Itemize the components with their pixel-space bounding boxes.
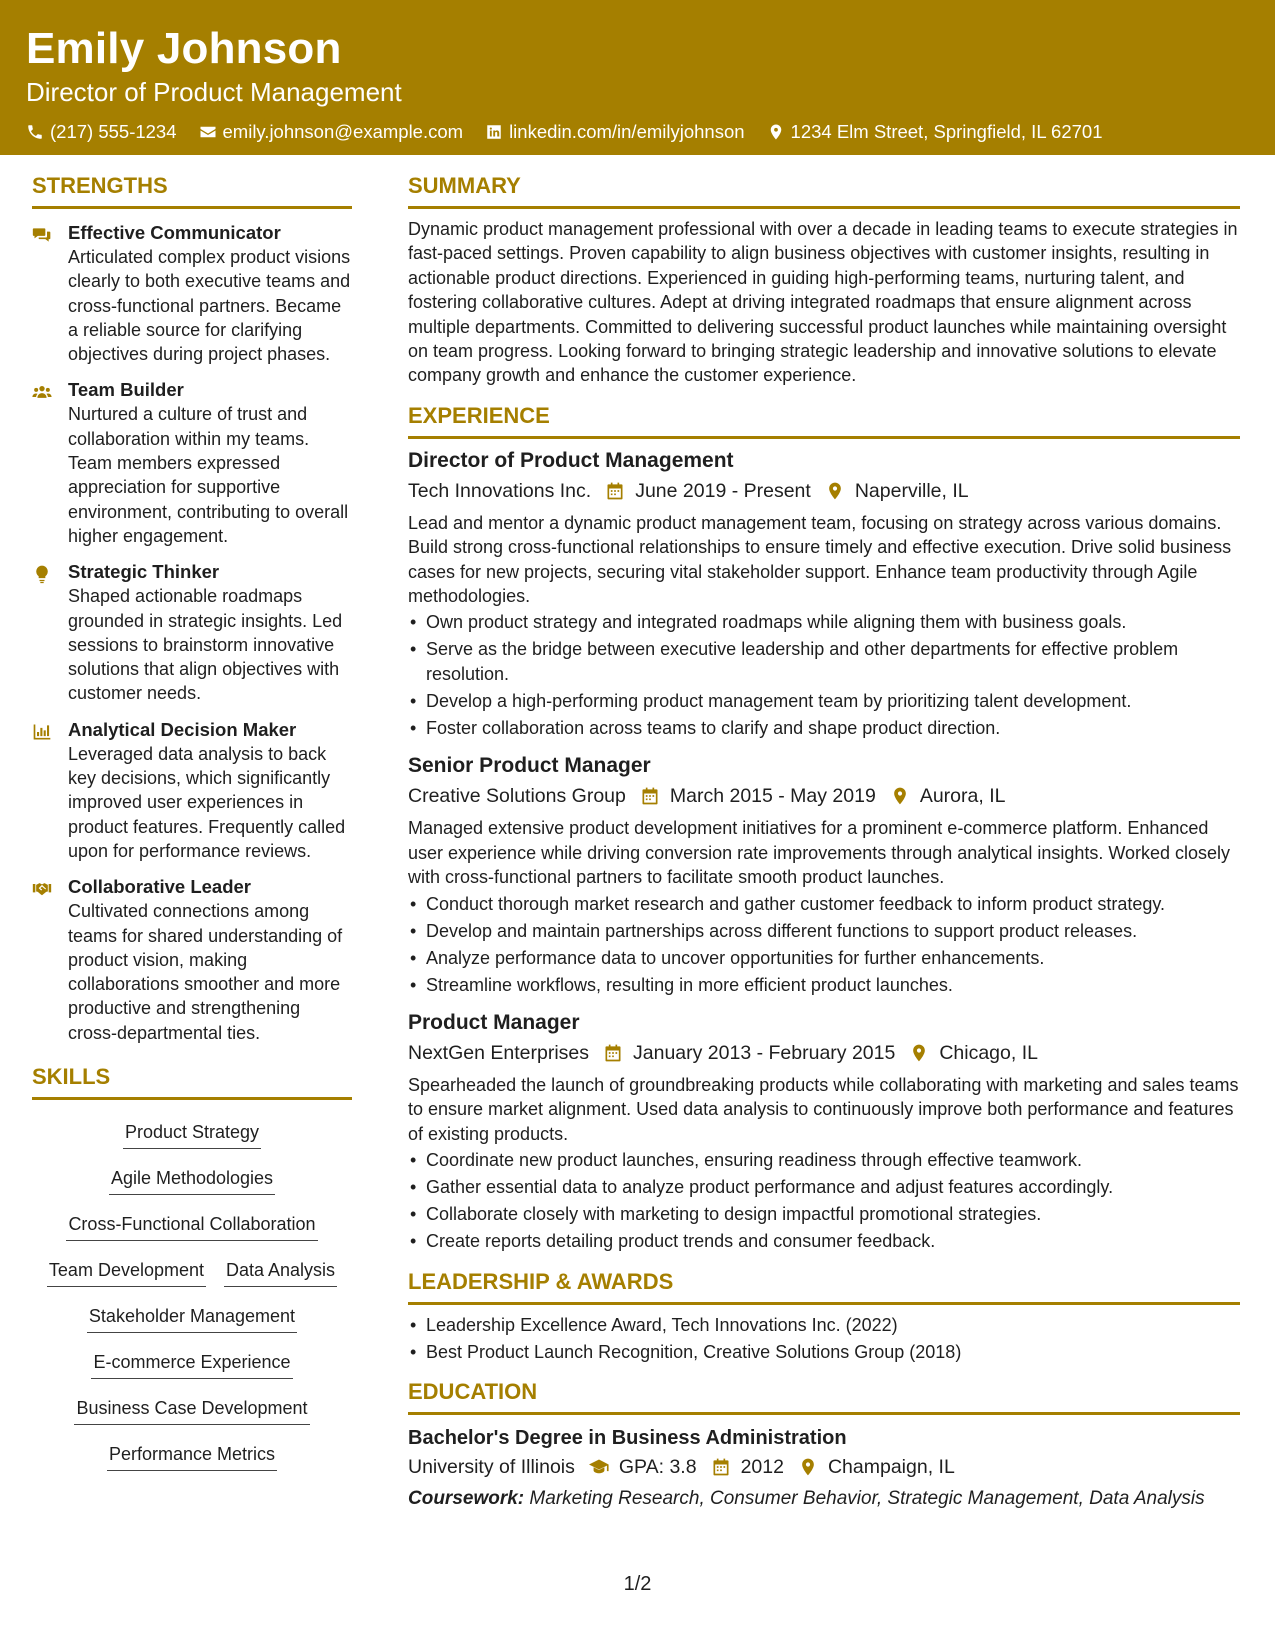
job-title: Product Manager (408, 1010, 580, 1034)
location-pin-icon (825, 481, 845, 501)
resume-header (0, 0, 1275, 155)
education-location (798, 1453, 955, 1481)
calendar-icon (603, 1043, 623, 1063)
job-dates (640, 782, 876, 810)
job-location (909, 1039, 1038, 1067)
job-bullet: • Create reports detailing product trends and consumer feedback. (408, 1229, 1240, 1253)
strength-title: Analytical Decision Maker (68, 718, 297, 740)
skill-tag: Business Case Development (74, 1396, 309, 1425)
strength-desc: Shaped actionable roadmaps grounded in strategic insights. Led sessions to brainstorm innovative solutions that align objectives with customer needs. (68, 586, 343, 704)
strength-item (32, 718, 352, 863)
location-pin-icon (798, 1457, 818, 1477)
contact-email[interactable] (199, 120, 464, 144)
awards-list (408, 1313, 1240, 1364)
location-pin-icon (909, 1043, 929, 1063)
job-bullet: • Own product strategy and integrated roadmaps while aligning them with business goals. (408, 610, 1240, 634)
job-company: Tech Innovations Inc. (408, 479, 592, 502)
email-text[interactable]: emily.johnson@example.com (222, 121, 464, 142)
graduation-cap-icon (589, 1457, 609, 1477)
experience-heading: EXPERIENCE (408, 402, 1240, 439)
page-number: 1/2 (623, 1573, 652, 1595)
job-bullets (408, 1148, 1240, 1253)
calendar-icon (605, 481, 625, 501)
strength-item (32, 221, 352, 366)
candidate-role: Director of Product Management (26, 77, 402, 107)
job-location-text: Naperville, IL (854, 479, 969, 502)
skill-tag: Team Development (47, 1258, 206, 1287)
job-title: Director of Product Management (408, 448, 734, 472)
job-company: NextGen Enterprises (408, 1041, 589, 1064)
coursework (408, 1487, 1240, 1511)
job-dates (603, 1039, 895, 1067)
job-dates-text: June 2019 - Present (635, 479, 811, 502)
education-year (711, 1453, 784, 1481)
coursework-label: Coursework: (408, 1487, 525, 1509)
bar-chart-icon (32, 722, 52, 742)
strengths-heading: STRENGTHS (32, 172, 352, 209)
job-description: Lead and mentor a dynamic product management team, focusing on strategy across various domains. Build strong cross-functional relationships to ensure timely and effective execution. Drive solid business cases for new projects, securing vital stakeholder support. Enhance team productivity through Agile methodologies. (408, 512, 1232, 607)
strength-title: Effective Communicator (68, 222, 281, 243)
job-location-text: Aurora, IL (919, 785, 1006, 808)
users-icon (32, 382, 52, 402)
location-pin-icon (767, 123, 785, 141)
job-meta (408, 477, 1240, 505)
summary-text: Dynamic product management professional with over a decade in leading teams to execute strategies in fast-paced settings. Proven capability to align business objectives with customer insights, resulting in actionable product directions. Experienced in guiding high-performing teams, nurturing talent, and fostering collaborative cultures. Adept at driving integrated roadmaps that ensure alignment across multiple departments. Committed to delivering successful product launches while maintaining oversight on team progress. Looking forward to bringing strategic leadership and innovative solutions to elevate company growth and enhance the customer experience. (408, 219, 1238, 386)
degree-title: Bachelor's Degree in Business Administration (408, 1426, 847, 1449)
address-text: 1234 Elm Street, Springfield, IL 62701 (790, 121, 1103, 142)
lightbulb-icon (32, 564, 52, 584)
job-company: Creative Solutions Group (408, 785, 626, 808)
skill-tag: Product Strategy (123, 1120, 261, 1149)
skill-tag: Data Analysis (224, 1258, 337, 1287)
education-location-text: Champaign, IL (827, 1455, 955, 1478)
phone-icon (26, 123, 44, 141)
contact-linkedin[interactable] (485, 120, 744, 144)
calendar-icon (711, 1457, 731, 1477)
job-bullet: • Conduct thorough market research and gather customer feedback to inform product strategy. (408, 892, 1240, 916)
phone-text: (217) 555-1234 (50, 121, 177, 142)
location-pin-icon (890, 786, 910, 806)
job-bullet: • Foster collaboration across teams to clarify and shape product direction. (408, 716, 1240, 740)
summary-heading: SUMMARY (408, 172, 1240, 209)
job-description: Spearheaded the launch of groundbreaking products while collaborating with marketing and sales teams to ensure market alignment. Used data analysis to continuously improve both performance and features of existing products. (408, 1074, 1239, 1144)
award-item: • Best Product Launch Recognition, Creative Solutions Group (2018) (408, 1340, 1240, 1364)
skills-list (32, 1114, 352, 1482)
skill-tag: E-commerce Experience (91, 1350, 292, 1379)
job-title: Senior Product Manager (408, 754, 651, 778)
job-location-text: Chicago, IL (939, 1041, 1038, 1064)
job-entry (408, 447, 1240, 740)
strength-item (32, 875, 352, 1045)
handshake-icon (32, 879, 52, 899)
coursework-text: Marketing Research, Consumer Behavior, Strategic Management, Data Analysis (529, 1487, 1205, 1509)
job-bullet: • Coordinate new product launches, ensuring readiness through effective teamwork. (408, 1148, 1240, 1172)
strength-title: Strategic Thinker (68, 561, 220, 583)
job-bullet: • Develop a high-performing product management team by prioritizing talent development. (408, 689, 1240, 713)
skill-tag: Agile Methodologies (109, 1166, 275, 1195)
linkedin-icon (485, 123, 503, 141)
job-entry (408, 752, 1240, 997)
strength-title: Team Builder (68, 379, 184, 401)
job-dates-text: March 2015 - May 2019 (669, 785, 876, 808)
job-bullet: • Analyze performance data to uncover opportunities for further enhancements. (408, 946, 1240, 970)
skills-heading: SKILLS (32, 1063, 352, 1100)
envelope-icon (199, 123, 217, 141)
strength-item (32, 560, 352, 705)
gpa-text: GPA: 3.8 (618, 1455, 697, 1478)
job-dates (605, 477, 811, 505)
candidate-name: Emily Johnson (26, 24, 342, 73)
job-meta (408, 1039, 1240, 1067)
job-description: Managed extensive product development initiatives for a prominent e-commerce platform. Enhanced user experience while driving conversion rate improvements through analytical insights. Worked closely with cross-functional partners to facilitate smooth product launches. (408, 818, 1231, 888)
left-column (32, 172, 352, 1482)
job-bullet: • Streamline workflows, resulting in more efficient product launches. (408, 973, 1240, 997)
strength-desc: Articulated complex product visions clearly to both executive teams and cross-functional partners. Became a reliable source for clarifying objectives during project phases. (68, 247, 351, 365)
job-meta (408, 782, 1240, 810)
strength-item (32, 378, 352, 548)
right-column (408, 172, 1240, 1511)
year-text: 2012 (740, 1455, 784, 1478)
strength-desc: Nurtured a culture of trust and collaboration within my teams. Team members expressed appreciation for supportive environment, contributing to overall higher engagement. (68, 404, 349, 546)
awards-heading: LEADERSHIP & AWARDS (408, 1268, 1240, 1305)
job-bullet: • Serve as the bridge between executive leadership and other departments for effective problem resolution. (408, 637, 1240, 686)
job-bullet: • Gather essential data to analyze product performance and adjust features accordingly. (408, 1175, 1240, 1199)
strength-title: Collaborative Leader (68, 876, 252, 898)
skill-tag: Stakeholder Management (87, 1304, 297, 1333)
job-bullets (408, 610, 1240, 740)
skill-tag: Performance Metrics (107, 1442, 277, 1471)
school-name: University of Illinois (408, 1455, 575, 1478)
education-gpa (589, 1453, 697, 1481)
calendar-icon (640, 786, 660, 806)
contact-address (767, 120, 1103, 144)
job-bullet: • Collaborate closely with marketing to design impactful promotional strategies. (408, 1202, 1240, 1226)
job-entry (408, 1009, 1240, 1254)
strength-desc: Cultivated connections among teams for shared understanding of product vision, making collaborations smoother and more productive and strengthening cross-departmental ties. (68, 901, 343, 1043)
job-location (825, 477, 969, 505)
skill-tag: Cross-Functional Collaboration (66, 1212, 317, 1241)
linkedin-text[interactable]: linkedin.com/in/emilyjohnson (509, 121, 745, 142)
education-heading: EDUCATION (408, 1378, 1240, 1415)
strength-desc: Leveraged data analysis to back key decisions, which significantly improved user experiences in product features. Frequently called upon for performance reviews. (68, 743, 346, 861)
comments-icon (32, 225, 52, 245)
job-bullets (408, 892, 1240, 997)
contact-bar (26, 120, 1249, 144)
job-dates-text: January 2013 - February 2015 (633, 1041, 896, 1064)
award-item: • Leadership Excellence Award, Tech Innovations Inc. (2022) (408, 1313, 1240, 1337)
job-location (890, 782, 1006, 810)
education-meta (408, 1453, 1240, 1481)
job-bullet: • Develop and maintain partnerships across different functions to support product releases. (408, 919, 1240, 943)
contact-phone (26, 120, 177, 144)
